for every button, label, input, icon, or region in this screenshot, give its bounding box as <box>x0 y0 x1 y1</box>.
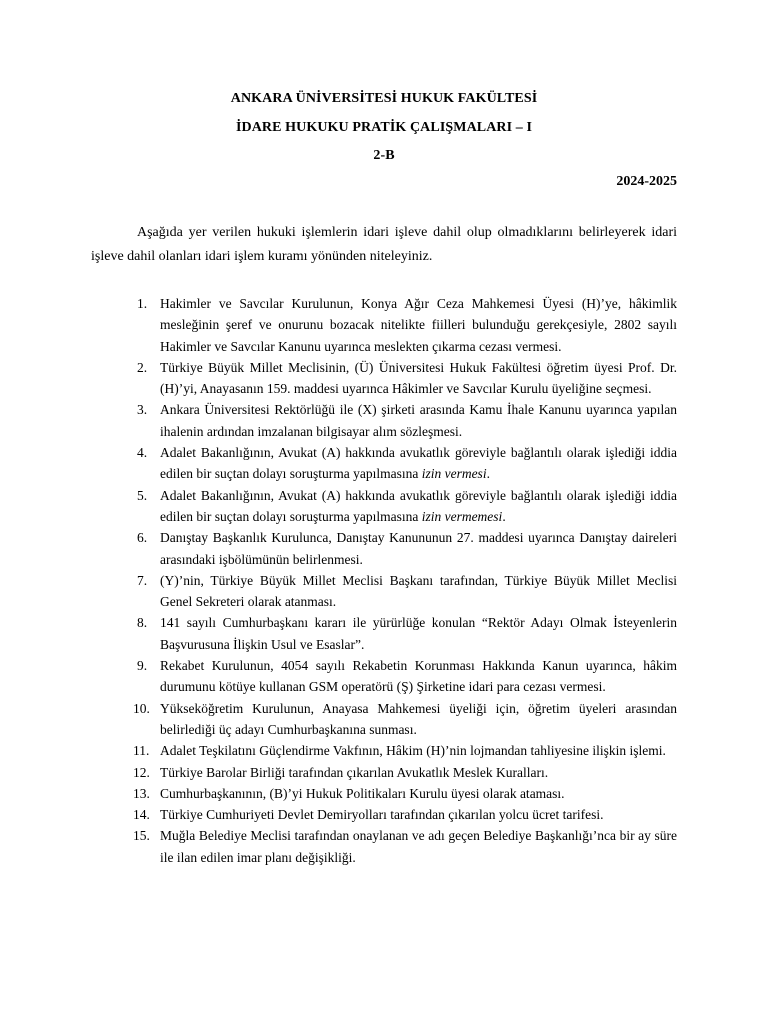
question-item <box>91 762 677 783</box>
question-list <box>91 293 677 868</box>
section-label: 2-B <box>373 148 395 163</box>
question-text <box>160 527 677 570</box>
question-number: 7. <box>137 572 148 588</box>
question-text-main: 141 sayılı Cumhurbaşkanı kararı ile yürürlüğe konulan “Rektör Adayı Olmak İsteyenlerin Başvurusuna İlişkin Usul ve Esaslar”. <box>160 615 677 652</box>
question-item <box>91 293 677 357</box>
question-number: 6. <box>137 530 148 546</box>
question-number: 3. <box>137 402 148 418</box>
question-number: 1. <box>137 296 148 311</box>
question-text-main: Adalet Bakanlığının, Avukat (A) hakkında avukatlık göreviyle bağlantılı olarak işlediği iddia edilen bir suçtan dolayı soruşturma yapılmasına <box>160 487 677 524</box>
question-number: 2. <box>137 359 148 375</box>
question-item <box>91 485 677 528</box>
question-number: 8. <box>137 615 148 631</box>
question-number: 11. <box>133 743 150 759</box>
question-text-main: Rekabet Kurulunun, 4054 sayılı Rekabetin Korunması Hakkında Kanun uyarınca, hâkim durumunu kötüye kullanan GSM operatörü (Ş) Şirketine idari para cezası vermesi. <box>160 658 677 695</box>
question-item <box>91 527 677 570</box>
question-text <box>160 762 677 783</box>
question-item <box>91 804 677 825</box>
academic-year: 2024-2025 <box>616 174 677 189</box>
course-title: İDARE HUKUKU PRATİK ÇALIŞMALARI – I <box>235 120 533 135</box>
question-text-main: Türkiye Büyük Millet Meclisinin, (Ü) Üniversitesi Hukuk Fakültesi öğretim üyesi Prof. Dr. (H)’yi, Anayasanın 159. maddesi uyarınca Hâkimler ve Savcılar Kurulu üyeliğine seçmesi. <box>160 359 677 397</box>
question-text <box>160 399 677 442</box>
question-text-main: Muğla Belediye Meclisi tarafından onaylanan ve adı geçen Belediye Başkanlığı’nca bir ay süre ile ilan edilen imar planı değişikliği. <box>160 828 677 865</box>
question-text-main: (Y)’nin, Türkiye Büyük Millet Meclisi Başkanı tarafından, Türkiye Büyük Millet Meclisi Genel Sekreteri olarak atanması. <box>160 572 677 610</box>
question-number: 10. <box>133 700 150 716</box>
question-text <box>160 740 677 761</box>
question-item <box>91 399 677 442</box>
question-text <box>160 570 677 613</box>
question-text <box>160 357 677 400</box>
question-text-main: Türkiye Cumhuriyeti Devlet Demiryolları tarafından çıkarılan yolcu ücret tarifesi. <box>160 807 604 823</box>
question-text-main: Türkiye Barolar Birliği tarafından çıkarılan Avukatlık Meslek Kuralları. <box>160 764 549 780</box>
question-text <box>160 485 677 528</box>
question-item <box>91 740 677 761</box>
question-item <box>91 612 677 655</box>
question-item <box>91 698 677 741</box>
question-number: 12. <box>133 764 150 780</box>
question-item <box>91 825 677 868</box>
question-text <box>160 783 677 804</box>
question-text-main: Cumhurbaşkanının, (B)’yi Hukuk Politikaları Kurulu üyesi olarak ataması. <box>160 785 565 801</box>
question-item <box>91 442 677 485</box>
question-number: 4. <box>137 445 148 461</box>
question-text-tail: . <box>486 466 490 482</box>
question-number: 9. <box>137 658 148 674</box>
question-text <box>160 698 677 741</box>
university-title: ANKARA ÜNİVERSİTESİ HUKUK FAKÜLTESİ <box>230 91 538 106</box>
question-item <box>91 783 677 804</box>
question-text-main: Hakimler ve Savcılar Kurulunun, Konya Ağır Ceza Mahkemesi Üyesi (H)’ye, hâkimlik mesleğinin şeref ve onurunu bozacak nitelikte fiilleri bulunduğu gerekçesiyle, 2802 sayılı Hakimler ve Savcılar Kanunu uyarınca meslekten çıkarma cezası vermesi. <box>160 296 677 354</box>
question-text-main: Yükseköğretim Kurulunun, Anayasa Mahkemesi üyeliği için, öğretim üyeleri arasından belirlediği üç adayı Cumhurbaşkanına sunması. <box>160 700 677 737</box>
question-text-main: Adalet Bakanlığının, Avukat (A) hakkında avukatlık göreviyle bağlantılı olarak işlediği iddia edilen bir suçtan dolayı soruşturma yapılmasına <box>160 445 677 482</box>
instructions-paragraph: Aşağıda yer verilen hukuki işlemlerin idari işleve dahil olup olmadıklarını belirleyerek idari işleve dahil olanları idari işlem kuramı yönünden niteleyiniz. <box>91 225 677 264</box>
question-text-main: Danıştay Başkanlık Kurulunca, Danıştay Kanununun 27. maddesi uyarınca Danıştay daireleri arasındaki işbölümünün belirlenmesi. <box>160 530 677 567</box>
question-item <box>91 570 677 613</box>
question-text-main: Ankara Üniversitesi Rektörlüğü ile (X) şirketi arasında Kamu İhale Kanunu uyarınca yapılan ihalenin ardından imzalanan bilgisayar alım sözleşmesi. <box>160 402 677 439</box>
question-item <box>91 655 677 698</box>
question-text-tail: . <box>502 508 506 524</box>
question-text <box>160 655 677 698</box>
question-number: 14. <box>133 807 150 823</box>
question-number: 13. <box>133 785 150 801</box>
question-text <box>160 293 677 357</box>
question-number: 5. <box>137 487 148 503</box>
question-text-main: Adalet Teşkilatını Güçlendirme Vakfının, Hâkim (H)’nin lojmandan tahliyesine ilişkin işlemi. <box>160 743 666 759</box>
question-text <box>160 442 677 485</box>
question-text <box>160 825 677 868</box>
question-text <box>160 612 677 655</box>
question-emphasis: izin vermesi <box>421 466 487 482</box>
question-item <box>91 357 677 400</box>
question-emphasis: izin vermemesi <box>421 508 503 524</box>
question-text <box>160 804 677 825</box>
question-number: 15. <box>133 828 150 844</box>
